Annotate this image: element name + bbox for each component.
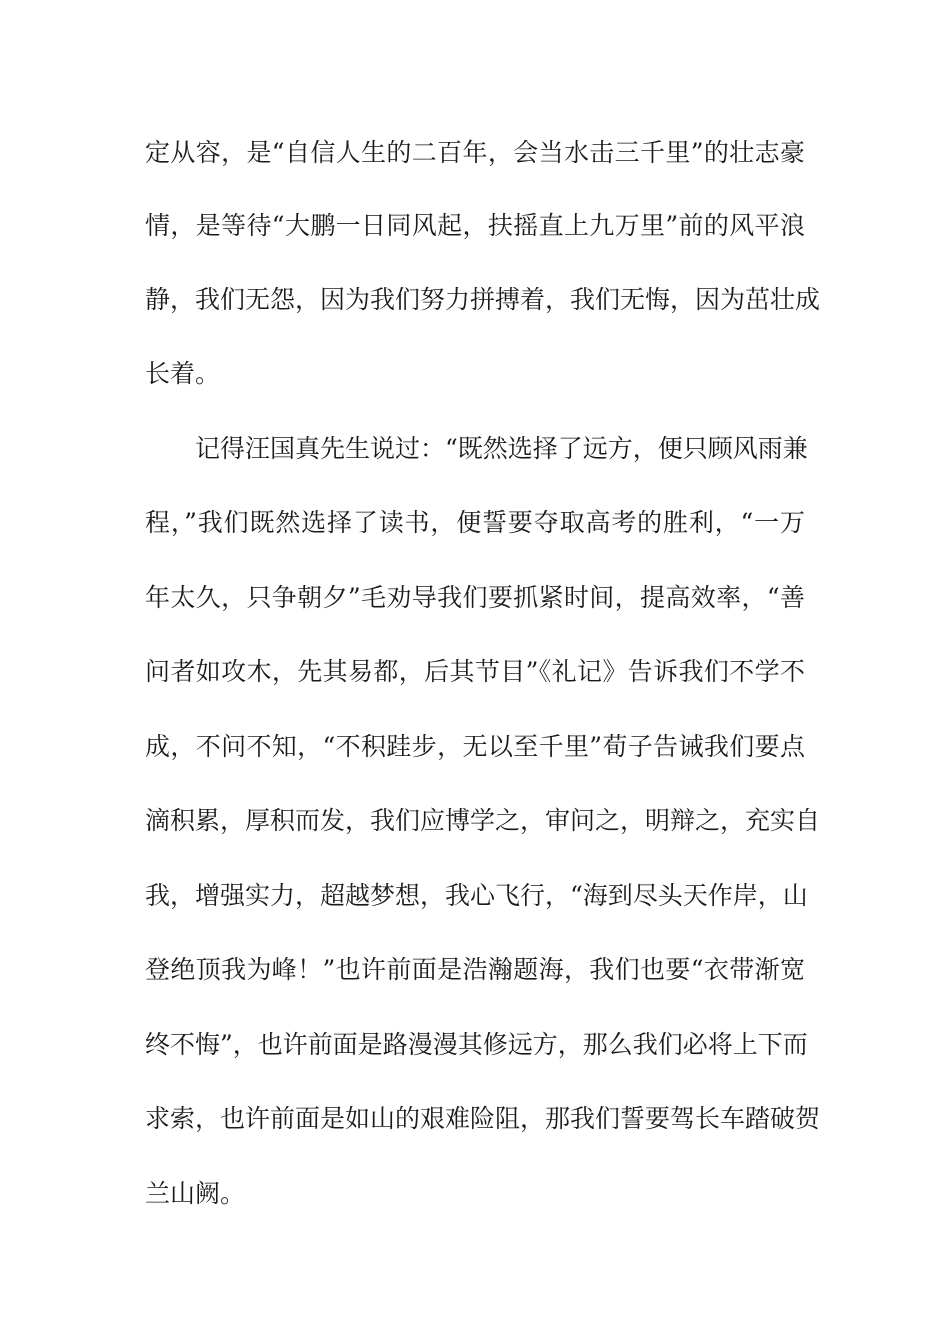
text-line: 静，我们无怨，因为我们努力拼搏着，我们无悔，因为茁壮成 xyxy=(145,285,821,314)
text-line: 求索，也许前面是如山的艰难险阻，那我们誓要驾长车踏破贺 xyxy=(145,1104,821,1133)
text-line: 记得汪国真先生说过：“既然选择了远方，便只顾风雨兼 xyxy=(195,434,808,463)
text-line: 兰山阙。 xyxy=(145,1179,246,1208)
text-line: 定从容，是“自信人生的二百年，会当水击三千里”的壮志豪 xyxy=(145,138,805,167)
text-line: 我，增强实力，超越梦想，我心飞行，“海到尽头天作岸，山 xyxy=(145,881,808,910)
text-line: 问者如攻木，先其易都，后其节目”《礼记》告诉我们不学不 xyxy=(145,657,805,686)
text-line: 程，”我们既然选择了读书，便誓要夺取高考的胜利，“一万 xyxy=(145,508,805,537)
text-line: 成，不问不知，“不积跬步，无以至千里”荀子告诫我们要点 xyxy=(145,732,805,761)
text-line: 年太久，只争朝夕”毛劝导我们要抓紧时间，提高效率，“善 xyxy=(145,583,805,612)
text-line: 终不悔”，也许前面是路漫漫其修远方，那么我们必将上下而 xyxy=(145,1030,808,1059)
text-line: 滴积累，厚积而发，我们应博学之，审问之，明辩之，充实自 xyxy=(145,806,821,835)
text-line: 登绝顶我为峰！”也许前面是浩瀚题海，我们也要“衣带渐宽 xyxy=(145,955,805,984)
text-line: 情，是等待“大鹏一日同风起，扶摇直上九万里”前的风平浪 xyxy=(145,211,805,240)
text-line: 长着。 xyxy=(145,359,221,388)
